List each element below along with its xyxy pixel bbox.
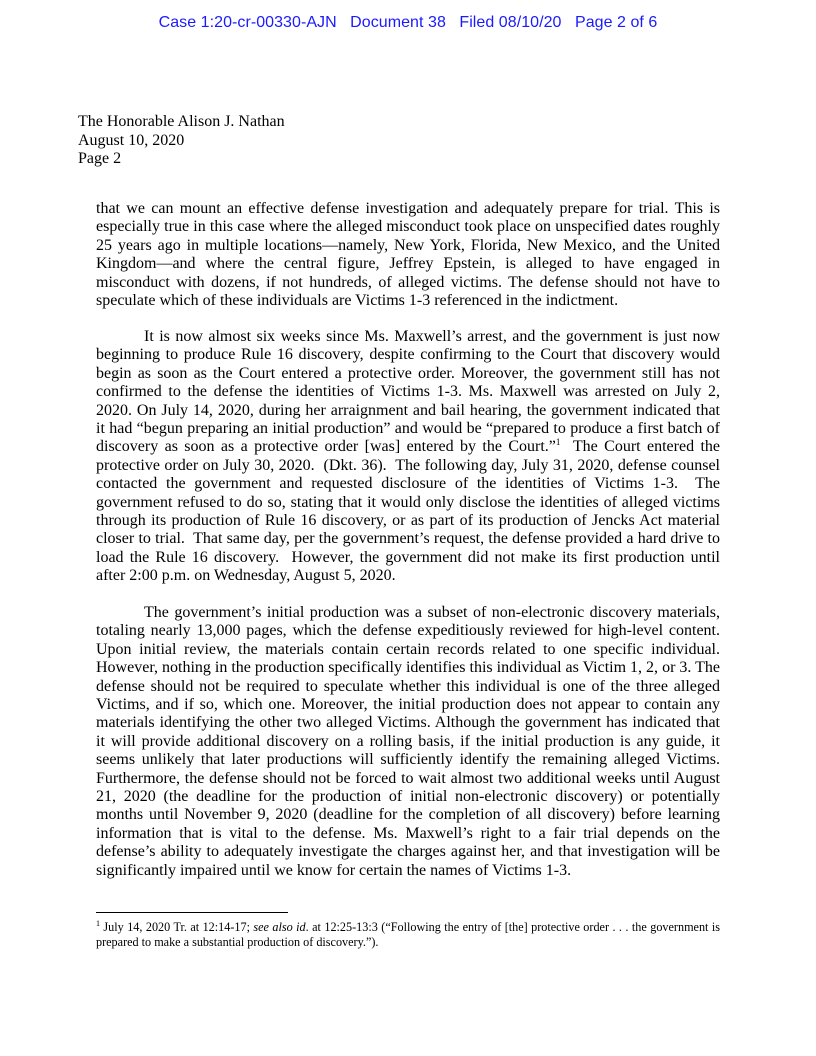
footnote-1 — [96, 920, 720, 950]
footnote-divider — [96, 912, 288, 913]
paragraph-2-text-b: The Court entered the protective order on July 30, 2020. (Dkt. 36). The following day, July 31, 2020, defense counsel contacted the government and requested disclosure of the identities of Victims 1-3. The government refused to do so, stating that it would only disclose the identities of alleged victims through its production of Rule 16 discovery, or as part of its production of Jencks Act material closer to trial. That same day, per the government’s request, the defense provided a hard drive to load the Rule 16 discovery. However, the government did not make its first production until after 2:00 p.m. on Wednesday, August 5, 2020. — [96, 438, 725, 585]
footnote-text-a: July 14, 2020 Tr. at 12:14-17; — [100, 920, 254, 934]
footnote-citation-signal: see also id — [253, 920, 306, 934]
letter-date: August 10, 2020 — [78, 131, 185, 149]
body-paragraph-1: that we can mount an effective defense investigation and adequately prepare for trial. This is especially true in this case where the alleged misconduct took place on unspecified dates roughly 25 years ago in multiple locations—namely, New York, Florida, New Mexico, and the United Kingdom—and where the central figure, Jeffrey Epstein, is alleged to have engaged in misconduct with dozens, if not hundreds, of alleged victims. The defense should not have to speculate which of these individuals are Victims 1-3 referenced in the indictment. — [96, 200, 720, 310]
addressee: The Honorable Alison J. Nathan — [78, 113, 285, 130]
paragraph-2-text-a: It is now almost six weeks since Ms. Maxwell’s arrest, and the government is just now beginning to produce Rule 16 discovery, despite confirming to the Court that discovery would begin as soon as the Court entered a protective order. Moreover, the government still has not confirmed to the defense the identities of Victims 1-3. Ms. Maxwell was arrested on July 2, 2020. On July 14, 2020, during her arraignment and bail hearing, the government indicated that it had “begun preparing an initial production” and would be “prepared to produce a first batch of discovery as soon as a protective order [was] entered by the Court.” — [96, 328, 720, 456]
body-paragraph-3: The government’s initial production was a subset of non-electronic discovery materials, totaling nearly 13,000 pages, which the defense expeditiously reviewed for high-level content. Upon initial review, the materials contain certain records related to one specific individual. However, nothing in the production specifically identifies this individual as Victim 1, 2, or 3. The defense should not be required to speculate whether this individual is one of the three alleged Victims, and if so, which one. Moreover, the initial production does not appear to contain any materials identifying the other two alleged Victims. Although the government has indicated that it will provide additional discovery on a rolling basis, if the initial production is any guide, it seems unlikely that later productions will sufficiently identify the remaining alleged Victims. Furthermore, the defense should not be forced to wait almost two additional weeks until August 21, 2020 (the deadline for the production of initial non-electronic discovery) or potentially months until November 9, 2020 (deadline for the completion of all discovery) before learning information that is vital to the defense. Ms. Maxwell’s right to a fair trial depends on the defense’s ability to adequately investigate the charges against her, and that investigation will be significantly impaired until we know for certain the names of Victims 1-3. — [96, 604, 720, 879]
body-paragraph-2 — [96, 328, 725, 586]
footnote-text-b: . at 12:25-13:3 (“Following the entry of [the] protective order . . . the government is prepared to make a substantial production of discovery.”). — [96, 920, 721, 949]
case-filing-stamp: Case 1:20-cr-00330-AJN Document 38 Filed 08/10/20 Page 2 of 6 — [158, 14, 658, 31]
page-label: Page 2 — [78, 150, 122, 167]
footnote-number: 1 — [96, 919, 100, 928]
footnote-reference[interactable]: 1 — [555, 437, 561, 448]
letter-header — [78, 113, 285, 169]
